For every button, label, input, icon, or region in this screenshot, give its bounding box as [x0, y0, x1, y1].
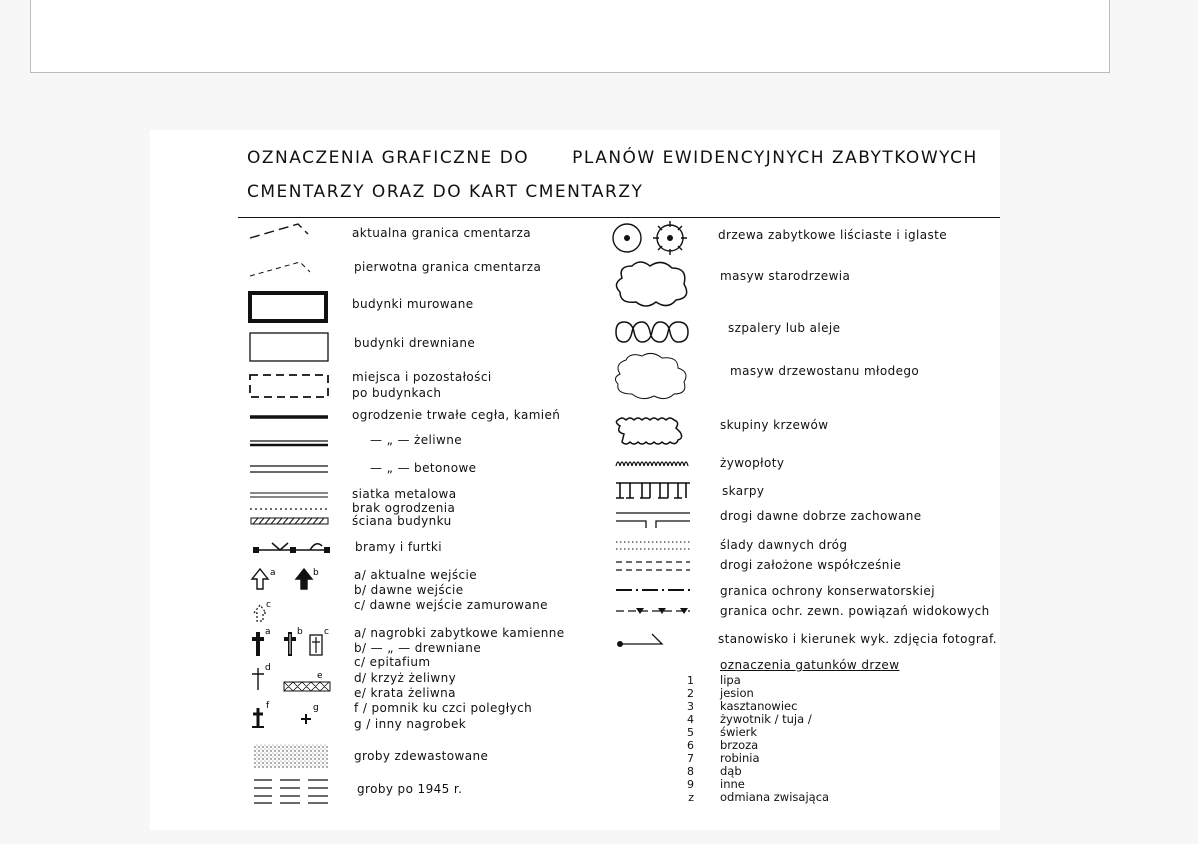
- wooden-buildings-label: budynki drewniane: [354, 336, 476, 350]
- species-name: dąb: [720, 764, 742, 778]
- slopes-symbol: [614, 480, 714, 510]
- cross-e-label: e/ krata żeliwna: [354, 686, 456, 700]
- tomb-c-label: c/ epitafium: [354, 655, 431, 669]
- building-wall-label: ściana budynku: [352, 514, 452, 528]
- entrance-mark-b: b: [313, 568, 319, 578]
- species-name: lipa: [720, 673, 741, 687]
- tomb-mark-c: c: [324, 627, 329, 637]
- previous-page-edge: [30, 0, 1110, 73]
- historic-trees-label: drzewa zabytkowe liściaste i iglaste: [718, 228, 948, 242]
- entrance-mark-a: a: [270, 568, 276, 578]
- species-num: 9: [687, 778, 694, 791]
- title-line-1: [247, 148, 978, 168]
- title-part-b: PLANÓW EWIDENCYJNYCH ZABYTKOWYCH: [572, 148, 978, 168]
- masonry-buildings-symbol: [248, 290, 348, 320]
- title-part-a: OZNACZENIA GRAFICZNE DO: [247, 148, 530, 168]
- shrub-groups-symbol: [614, 414, 714, 444]
- species-num: 8: [687, 765, 694, 778]
- fence-concrete-label: — „ — betonowe: [370, 461, 477, 475]
- building-remains-label-1: miejsca i pozostałości: [352, 370, 492, 384]
- cross-g-label: g / inny nagrobek: [354, 717, 467, 731]
- entrance-current-arrow-icon: [252, 569, 268, 589]
- original-boundary-label: pierwotna granica cmentarza: [354, 260, 542, 274]
- gates-label: bramy i furtki: [355, 540, 443, 554]
- legend-sheet: [150, 130, 1000, 830]
- species-name: robinia: [720, 751, 760, 765]
- shrub-groups-label: skupiny krzewów: [720, 418, 829, 432]
- species-name: odmiana zwisająca: [720, 790, 830, 804]
- young-tree-mass-symbol: [612, 352, 712, 382]
- species-num: 6: [687, 739, 694, 752]
- original-boundary-symbol: [250, 258, 350, 288]
- species-name: brzoza: [720, 738, 759, 752]
- gates-symbol: [250, 538, 350, 568]
- old-roads-symbol: [614, 508, 714, 538]
- photo-direction-arrow-icon: [620, 634, 662, 644]
- devastated-graves-label: groby zdewastowane: [354, 749, 489, 763]
- cross-f-label: f / pomnik ku czci poległych: [354, 701, 533, 715]
- fence-brick-stone-label: ogrodzenie trwałe cegła, kamień: [352, 408, 561, 422]
- masonry-buildings-label: budynki murowane: [352, 297, 474, 311]
- tomb-mark-e: e: [317, 671, 323, 681]
- species-name: świerk: [720, 725, 758, 739]
- fence-concrete-symbol: [250, 462, 350, 492]
- species-num: 5: [687, 726, 694, 739]
- entrance-b-label: b/ dawne wejście: [354, 583, 464, 597]
- species-num: 4: [687, 713, 694, 726]
- fence-cast-iron-label: — „ — żeliwne: [370, 433, 463, 447]
- entrance-c-label: c/ dawne wejście zamurowane: [354, 598, 548, 612]
- species-name: kasztanowiec: [720, 699, 798, 713]
- entrance-mark-c: c: [266, 600, 271, 610]
- tombstone-symbols: [250, 626, 350, 656]
- photo-spot-label: stanowisko i kierunek wyk. zdjęcia fotograf.: [718, 632, 997, 646]
- slopes-label: skarpy: [722, 484, 765, 498]
- graves-after-1945-label: groby po 1945 r.: [357, 782, 463, 796]
- protection-boundary-label: granica ochrony konserwatorskiej: [720, 584, 935, 598]
- species-num: z: [688, 791, 694, 804]
- old-roads-label: drogi dawne dobrze zachowane: [720, 509, 922, 523]
- fence-mesh-label: siatka metalowa: [352, 487, 457, 501]
- species-num: 2: [687, 687, 694, 700]
- alleys-label: szpalery lub aleje: [728, 321, 841, 335]
- no-fence-label: brak ogrodzenia: [352, 501, 456, 515]
- tomb-mark-d: d: [265, 663, 271, 673]
- historic-trees-symbol: [612, 218, 712, 248]
- young-tree-mass-label: masyw drzewostanu młodego: [730, 364, 920, 378]
- species-num: 7: [687, 752, 694, 765]
- species-num: 1: [687, 674, 694, 687]
- tomb-mark-f: f: [266, 701, 270, 711]
- species-name: żywotnik / tuja /: [720, 712, 812, 726]
- current-boundary-symbol: [250, 220, 350, 250]
- old-tree-mass-symbol: [612, 260, 712, 290]
- tomb-a-label: a/ nagrobki zabytkowe kamienne: [354, 626, 565, 640]
- cross-symbols: [250, 663, 350, 713]
- new-roads-label: drogi założone współcześnie: [720, 558, 902, 572]
- view-boundary-label: granica ochr. zewn. powiązań widokowych: [720, 604, 990, 618]
- entrance-old-arrow-icon: [296, 569, 312, 589]
- tomb-b-label: b/ — „ — drewniane: [354, 641, 482, 655]
- species-name: inne: [720, 777, 745, 791]
- building-remains-label-2: po budynkach: [352, 386, 442, 400]
- tomb-mark-b: b: [297, 627, 303, 637]
- tomb-mark-g: g: [313, 703, 319, 713]
- hedges-label: żywopłoty: [720, 456, 785, 470]
- current-boundary-label: aktualna granica cmentarza: [352, 226, 532, 240]
- building-remains-symbol: [248, 372, 348, 402]
- cross-d-label: d/ krzyż żeliwny: [354, 671, 457, 685]
- road-traces-label: ślady dawnych dróg: [720, 538, 848, 552]
- species-name: jesion: [720, 686, 754, 700]
- entrance-walled-arrow-icon: [254, 605, 266, 621]
- entrance-symbols: [250, 565, 350, 610]
- species-heading: oznaczenia gatunków drzew: [720, 658, 900, 672]
- wooden-buildings-symbol: [248, 330, 348, 360]
- graves-after-1945-symbol: [254, 776, 354, 806]
- fence-mesh-symbol: [250, 490, 350, 520]
- photo-spot-symbol: [614, 630, 714, 660]
- entrance-a-label: a/ aktualne wejście: [354, 568, 478, 582]
- species-num: 3: [687, 700, 694, 713]
- tomb-mark-a: a: [265, 627, 271, 637]
- alleys-symbol: [614, 318, 714, 348]
- title-line-2: CMENTARZY ORAZ DO KART CMENTARZY: [247, 182, 644, 202]
- old-tree-mass-label: masyw starodrzewia: [720, 269, 851, 283]
- devastated-graves-symbol: [254, 742, 354, 772]
